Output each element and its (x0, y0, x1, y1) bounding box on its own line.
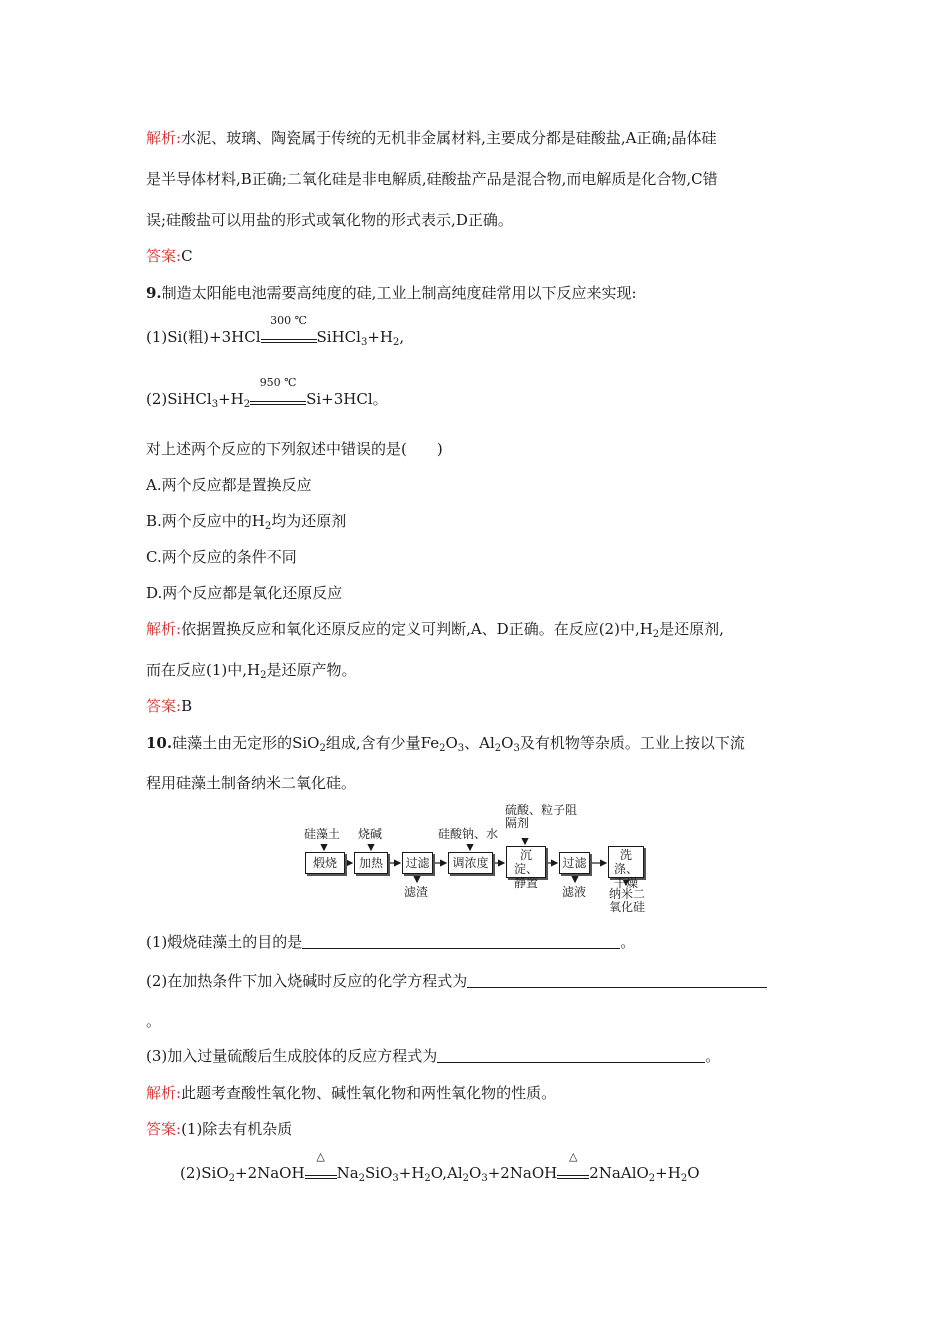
q10-part3 (146, 1046, 720, 1066)
q8-answer (146, 246, 193, 266)
reactants: +H (218, 390, 244, 408)
subscript: 2 (228, 1173, 235, 1184)
q10-part1 (146, 932, 635, 952)
q8-analysis-line1 (146, 128, 717, 148)
stem-text: O (445, 734, 458, 752)
option-text: B.两个反应中的H (146, 512, 265, 530)
stem-text: 及有机物等杂质。工业上按以下流 (519, 734, 745, 752)
punct: , (399, 328, 405, 346)
answer-text: (2)SiO (180, 1164, 229, 1182)
analysis-text: 水泥、玻璃、陶瓷属于传统的无机非金属材料,主要成分都是硅酸盐,A正确;晶体硅 (181, 129, 717, 147)
analysis-text: 而在反应(1)中,H (146, 661, 261, 679)
flow-box-precipitate: 沉淀、静置 (506, 846, 546, 878)
q10-stem-line2: 程用硅藻土制备纳米二氧化硅。 (146, 774, 357, 792)
equals-sign (557, 1150, 589, 1179)
question-stem: 制造太阳能电池需要高纯度的硅,工业上制高纯度硅常用以下反应来实现: (161, 284, 637, 302)
analysis-label: 解析: (146, 129, 182, 147)
punct: 。 (620, 933, 636, 951)
heat-triangle: △ (316, 1150, 325, 1163)
product: +H (367, 328, 393, 346)
condition: 300 ℃ (270, 314, 307, 327)
subscript: 2 (652, 629, 660, 640)
answer-text: O (687, 1164, 700, 1182)
answer-text: 2NaAlO (589, 1164, 649, 1182)
punct: 。 (705, 1047, 721, 1065)
q9-answer (146, 696, 192, 716)
q9-option-b (146, 511, 346, 531)
flow-box-heat: 加热 (354, 852, 388, 874)
subscript: 3 (360, 337, 368, 348)
stem-text: 硅藻土由无定形的SiO (172, 734, 320, 752)
subscript: 2 (680, 1173, 688, 1184)
answer-value: B (181, 697, 193, 715)
flow-input-diatomite: 硅藻土 (304, 827, 341, 841)
part-text: (2)在加热条件下加入烧碱时反应的化学方程式为 (146, 972, 468, 990)
q8-analysis-line2: 是半导体材料,B正确;二氧化硅是非电解质,硅酸盐产品是混合物,而电解质是化合物,C错 (146, 170, 718, 188)
answer-text: +H (655, 1164, 681, 1182)
q9-option-a: A.两个反应都是置换反应 (146, 476, 312, 494)
answer-label: 答案: (146, 1120, 182, 1138)
answer-value: C (181, 247, 193, 265)
subscript: 3 (392, 1173, 399, 1184)
answer-label: 答案: (146, 247, 182, 265)
equals-sign (261, 314, 317, 343)
analysis-text: 依据置换反应和氧化还原反应的定义可判断,A、D正确。在反应(2)中,H (181, 620, 653, 638)
q10-stem-line1 (146, 733, 745, 753)
answer-text: (1)除去有机杂质 (181, 1120, 293, 1138)
stem-text: 组成,含有少量Fe (325, 734, 440, 752)
question-number: 10. (146, 734, 173, 752)
analysis-text: 此题考查酸性氧化物、碱性氧化物和两性氧化物的性质。 (181, 1084, 557, 1102)
q10-part2 (146, 971, 767, 991)
subscript: 3 (211, 399, 219, 410)
subscript: 2 (439, 743, 446, 754)
flow-box-filter-2: 过滤 (559, 852, 590, 874)
equals-sign (305, 1150, 337, 1179)
subscript: 2 (424, 1173, 431, 1184)
subscript: 3 (481, 1173, 488, 1184)
subscript: 3 (457, 743, 465, 754)
answer-text: +H (398, 1164, 425, 1182)
subscript: 2 (260, 670, 267, 681)
q9-option-d: D.两个反应都是氧化还原反应 (146, 584, 343, 602)
flow-input-caustic-soda: 烧碱 (358, 827, 383, 841)
answer-blank[interactable] (467, 973, 767, 988)
q9-reaction-2 (146, 376, 388, 410)
answer-text: SiO (365, 1164, 393, 1182)
option-text: 均为还原剂 (271, 512, 347, 530)
process-flowchart (300, 800, 652, 924)
q8-analysis-line3: 误;硅酸盐可以用盐的形式或氧化物的形式表示,D正确。 (146, 211, 513, 229)
answer-text: +2NaOH (487, 1164, 558, 1182)
stem-text: 、Al (464, 734, 495, 752)
product: Si+3HCl。 (306, 390, 388, 408)
answer-text: O (469, 1164, 482, 1182)
analysis-label: 解析: (146, 620, 182, 638)
reactants: (1)Si(粗)+3HCl (146, 328, 261, 346)
subscript: 2 (392, 337, 400, 348)
analysis-label: 解析: (146, 1084, 182, 1102)
answer-text: Na (336, 1164, 359, 1182)
subscript: 2 (648, 1173, 656, 1184)
subscript: 2 (319, 743, 326, 754)
subscript: 2 (494, 743, 502, 754)
flow-box-filter-1: 过滤 (402, 852, 433, 874)
subscript: 2 (462, 1173, 469, 1184)
subscript: 2 (358, 1173, 366, 1184)
product: SiHCl (316, 328, 361, 346)
q9-question: 对上述两个反应的下列叙述中错误的是( ) (146, 440, 443, 458)
flow-box-wash-dry: 洗涤、干燥 (608, 846, 644, 878)
reactants: (2)SiHCl (146, 390, 212, 408)
flow-box-adjust: 调浓度 (448, 852, 493, 874)
answer-text: O,Al (430, 1164, 463, 1182)
flow-box-calcine: 煅烧 (305, 852, 345, 874)
condition: 950 ℃ (259, 376, 297, 389)
analysis-text: 是还原产物。 (266, 661, 357, 679)
subscript: 3 (513, 743, 520, 754)
answer-label: 答案: (146, 697, 182, 715)
q10-analysis (146, 1083, 556, 1103)
q9-reaction-1 (146, 314, 405, 348)
answer-blank[interactable] (437, 1048, 705, 1063)
q10-answer-2 (180, 1150, 700, 1184)
answer-blank[interactable] (302, 934, 620, 949)
q9-analysis-line2 (146, 660, 357, 680)
q9-option-c: C.两个反应的条件不同 (146, 548, 297, 566)
flow-output-filtrate: 滤液 (562, 885, 587, 899)
flow-input-sulfuric-acid: 硫酸、粒子阻隔剂 (505, 803, 578, 830)
subscript: 2 (264, 521, 272, 532)
flow-output-nano-silica: 纳米二氧化硅 (608, 887, 645, 914)
q9-analysis-line1 (146, 619, 724, 639)
subscript: 2 (243, 399, 251, 410)
part-text: (1)煅烧硅藻土的目的是 (146, 933, 303, 951)
flow-input-sodium-silicate: 硅酸钠、水 (438, 827, 499, 841)
stem-text: O (501, 734, 514, 752)
part-text: (3)加入过量硫酸后生成胶体的反应方程式为 (146, 1047, 438, 1065)
flow-output-residue: 滤渣 (404, 885, 429, 899)
answer-text: +2NaOH (235, 1164, 305, 1182)
q9-stem (146, 283, 637, 303)
equals-sign (250, 376, 306, 405)
q10-part2-end: 。 (146, 1012, 162, 1030)
analysis-text: 是还原剂, (659, 620, 724, 638)
q10-answer-1 (146, 1119, 292, 1139)
question-number: 9. (146, 284, 162, 302)
heat-triangle: △ (569, 1150, 578, 1163)
